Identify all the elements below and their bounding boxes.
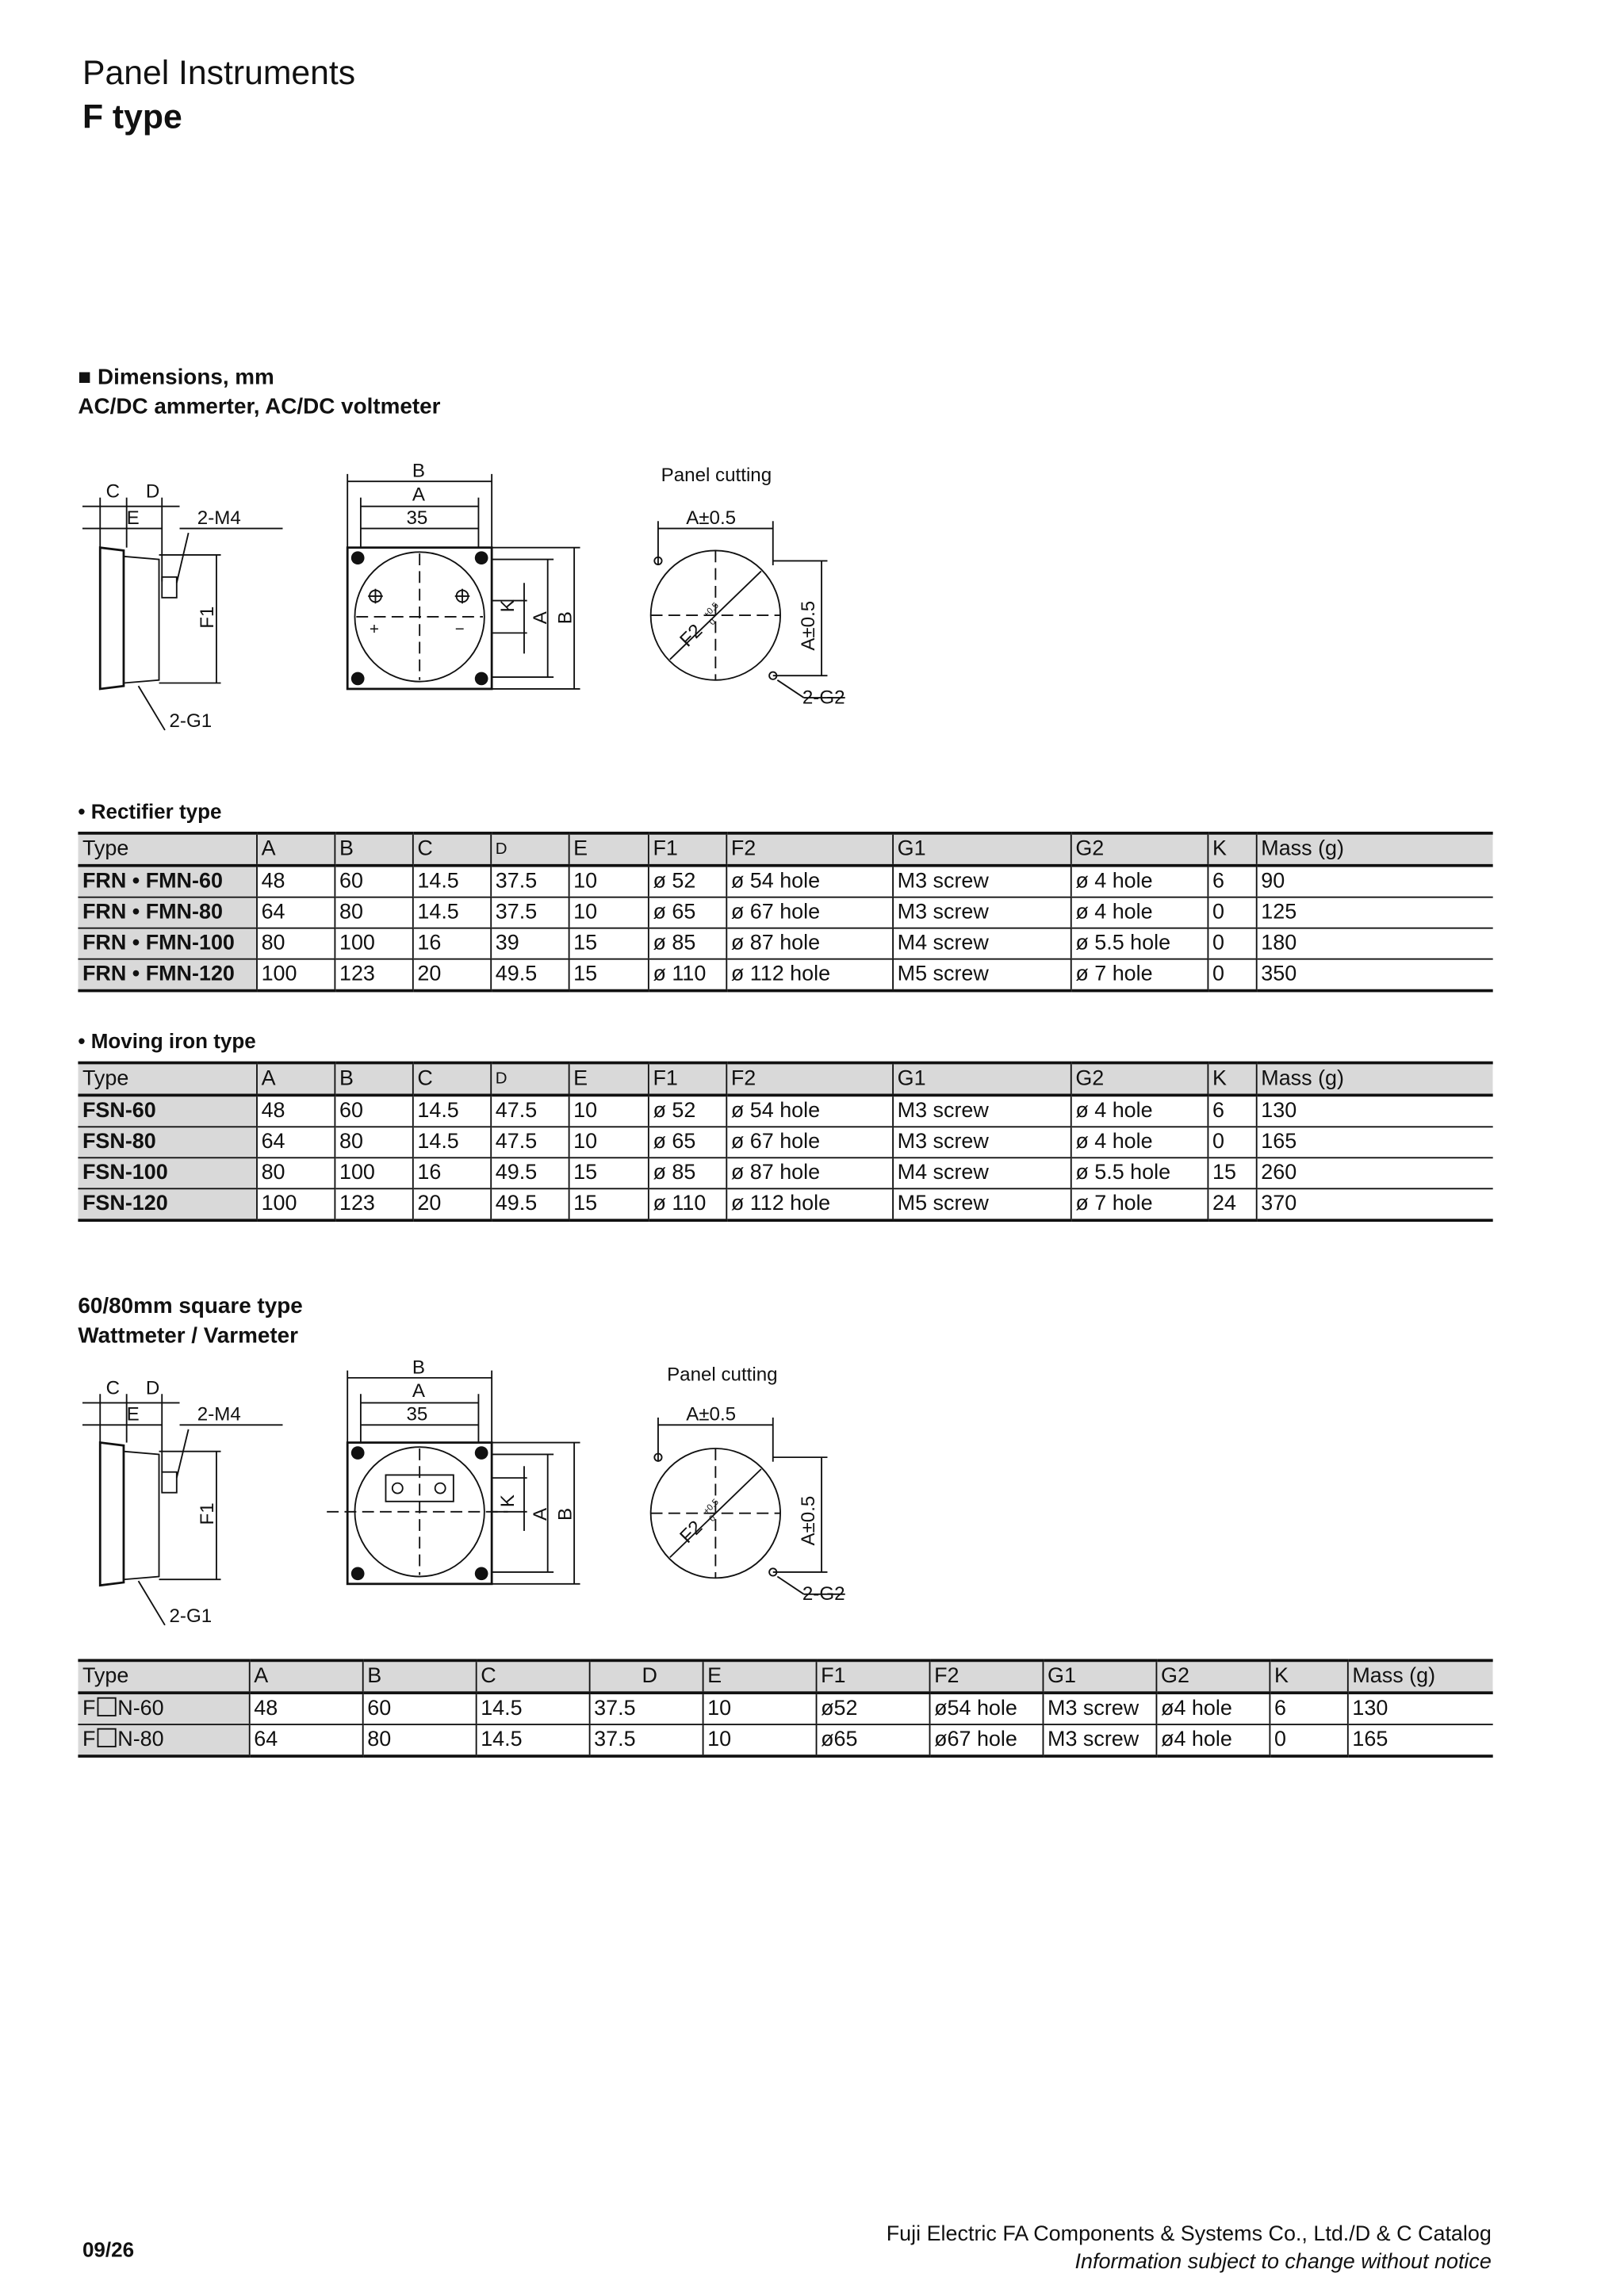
header-cell: G1 [892,1063,1071,1096]
table-cell: ø 85 [648,1158,726,1188]
table-cell: 370 [1256,1188,1493,1220]
table-cell: ø 54 hole [726,1095,892,1127]
table-cell: ø 85 [648,928,726,959]
f2-tolerance-lower: 0 [707,1513,718,1524]
header-cell: F1 [648,1063,726,1096]
label-b: B [412,1357,425,1379]
header-cell: C [412,1063,490,1096]
square-type-heading-block [78,1292,302,1351]
table-cell: M4 screw [892,928,1071,959]
f2-tolerance-lower: 0 [707,617,718,628]
label-35: 35 [406,1403,428,1425]
table-cell: ø 52 [648,1095,726,1127]
label-b: B [412,460,425,482]
header-cell: E [569,1063,648,1096]
table-cell: 15 [1207,1158,1255,1188]
table-cell: 350 [1256,959,1493,991]
table-cell: ø 4 hole [1071,1127,1208,1158]
square-type-table [78,1659,1492,1758]
table-cell: 20 [412,1188,490,1220]
label-a-tol-vert: A±0.5 [797,600,819,651]
table-row [78,866,1492,897]
label-2-g2: 2-G2 [802,687,845,709]
table-cell: 37.5 [490,866,568,897]
label-e: E [126,507,140,529]
table-cell: M3 screw [1043,1693,1156,1724]
table-row [78,1724,1492,1756]
type-suffix: N-80 [117,1728,164,1752]
table-cell: 10 [569,1095,648,1127]
table-cell: M5 screw [892,1188,1071,1220]
placeholder-box-icon [97,1697,116,1716]
table-header-row [78,1063,1492,1096]
panel-cutting-label: Panel cutting [661,465,772,487]
table-cell: ø4 hole [1156,1724,1270,1756]
header-cell: Mass (g) [1347,1660,1493,1693]
table-cell: 49.5 [490,1188,568,1220]
label-k: K [496,599,519,613]
header-cell: B [334,833,412,866]
type-cell: FSN-80 [78,1127,256,1158]
header-cell: G2 [1071,833,1208,866]
table-cell: 47.5 [490,1127,568,1158]
rectifier-table [78,832,1492,992]
placeholder-box-icon [97,1728,116,1747]
table-cell: ø 4 hole [1071,897,1208,928]
label-f1: F1 [197,606,219,629]
table-cell: 39 [490,928,568,959]
wattmeter-varmeter-heading: Wattmeter / Varmeter [78,1323,299,1349]
plus-terminal: + [370,621,379,639]
table-header-row [78,1660,1492,1693]
label-c: C [105,1377,121,1399]
table-cell: 20 [412,959,490,991]
header-cell: D [490,1063,568,1096]
label-d: D [145,480,160,503]
table-row [78,1127,1492,1158]
type-cell: FSN-120 [78,1188,256,1220]
table-cell: 80 [256,928,334,959]
label-2-g1: 2-G1 [169,710,213,733]
header-cell: E [569,833,648,866]
table-cell: 49.5 [490,959,568,991]
label-f1: F1 [197,1502,219,1525]
table-cell: 60 [362,1693,476,1724]
header-cell: K [1207,833,1255,866]
table-cell: 14.5 [476,1724,589,1756]
type-cell: FRN • FMN-60 [78,866,256,897]
table-cell: ø52 [816,1693,929,1724]
table-cell: 14.5 [412,1095,490,1127]
page-title: Panel Instruments [82,52,356,92]
table-cell: 80 [334,1127,412,1158]
table-cell: 16 [412,928,490,959]
table-cell: 14.5 [412,866,490,897]
table-row [78,1188,1492,1220]
table-cell: 37.5 [589,1693,703,1724]
table-cell: 10 [569,897,648,928]
table-cell: 80 [334,897,412,928]
type-cell: FSN-60 [78,1095,256,1127]
header-cell: Type [78,1660,248,1693]
table-cell: 260 [1256,1158,1493,1188]
label-e: E [126,1403,140,1425]
label-2-g1: 2-G1 [169,1605,213,1628]
table-cell: 0 [1207,897,1255,928]
table-cell: ø 65 [648,1127,726,1158]
table-cell: 10 [569,866,648,897]
dimension-drawing-1 [74,457,898,751]
table-row [78,1693,1492,1724]
dimensions-heading: ■ Dimensions, mm [78,365,274,391]
table-row [78,928,1492,959]
table-cell: 100 [334,928,412,959]
table-cell: ø 110 [648,1188,726,1220]
table-cell: 37.5 [490,897,568,928]
header-cell: Type [78,833,256,866]
panel-cutting-label: Panel cutting [667,1364,778,1386]
table-cell: ø 5.5 hole [1071,1158,1208,1188]
table-cell: 0 [1269,1724,1346,1756]
label-a-vert: A [529,1507,551,1521]
table-cell: 47.5 [490,1095,568,1127]
label-f2: F2 [676,1516,707,1548]
table-row [78,1158,1492,1188]
table-cell: 48 [256,1095,334,1127]
table-cell: 49.5 [490,1158,568,1188]
table-cell: ø 87 hole [726,928,892,959]
table-cell: M4 screw [892,1158,1071,1188]
table-cell: M5 screw [892,959,1071,991]
label-a-vert: A [529,611,551,625]
table-header-row [78,833,1492,866]
table-cell: 64 [256,897,334,928]
header-cell: E [703,1660,816,1693]
header-cell: A [256,1063,334,1096]
table-cell: 15 [569,1188,648,1220]
table-cell: ø 52 [648,866,726,897]
table-cell: 10 [703,1724,816,1756]
ammeter-voltmeter-heading: AC/DC ammerter, AC/DC voltmeter [78,394,441,420]
table-cell: 6 [1269,1693,1346,1724]
header-cell: A [256,833,334,866]
company-name: Fuji Electric FA Components & Systems Co., Ltd./D & C Catalog [886,2222,1492,2247]
table-cell: 60 [334,866,412,897]
table-cell: 0 [1207,1127,1255,1158]
page-number: 09/26 [82,2237,135,2261]
table-cell: 14.5 [412,1127,490,1158]
type-cell: FRN • FMN-80 [78,897,256,928]
header-cell: K [1269,1660,1346,1693]
table-cell: 16 [412,1158,490,1188]
table-cell: 0 [1207,959,1255,991]
label-a-tol: A±0.5 [686,1403,737,1425]
rectifier-caption: • Rectifier type [78,799,222,823]
table-cell: 180 [1256,928,1493,959]
table-cell: 64 [249,1724,362,1756]
label-2-m4: 2-M4 [197,507,241,529]
table-cell: 130 [1347,1693,1493,1724]
f2-tolerance-upper: +0.5 [701,1497,721,1517]
table-cell: 37.5 [589,1724,703,1756]
table-cell: ø54 hole [929,1693,1043,1724]
header-cell: D [589,1660,703,1693]
table-cell: 100 [256,959,334,991]
square-type-heading: 60/80mm square type [78,1294,303,1319]
table-cell: 123 [334,1188,412,1220]
table-row [78,897,1492,928]
table-cell: M3 screw [892,1095,1071,1127]
table-cell: ø 65 [648,897,726,928]
table-cell: ø 5.5 hole [1071,928,1208,959]
type-prefix: F [82,1728,96,1752]
header-cell: C [476,1660,589,1693]
table-cell: 10 [569,1127,648,1158]
table-cell: M3 screw [892,866,1071,897]
table-cell: ø 54 hole [726,866,892,897]
table-cell: 6 [1207,1095,1255,1127]
table-cell: 15 [569,959,648,991]
table-cell: ø65 [816,1724,929,1756]
label-f2: F2 [676,620,707,652]
table-cell: M3 screw [1043,1724,1156,1756]
table-cell: 123 [334,959,412,991]
table-cell: ø 4 hole [1071,1095,1208,1127]
table-cell: 14.5 [412,897,490,928]
f2-tolerance-upper: +0.5 [701,600,721,620]
table-row [78,1095,1492,1127]
table-cell: M3 screw [892,897,1071,928]
type-cell: FSN-100 [78,1158,256,1188]
table-cell: 100 [256,1188,334,1220]
table-row [78,959,1492,991]
header-cell: K [1207,1063,1255,1096]
disclaimer-notice: Information subject to change without notice [1074,2250,1492,2275]
minus-terminal: − [454,621,465,639]
header-cell: F2 [726,833,892,866]
table-cell: 80 [256,1158,334,1188]
type-suffix: N-60 [117,1697,164,1721]
label-35: 35 [406,507,428,529]
table-cell: 15 [569,1158,648,1188]
table-cell: ø 112 hole [726,959,892,991]
header-cell: B [334,1063,412,1096]
label-k: K [496,1494,519,1508]
type-cell: FRN • FMN-100 [78,928,256,959]
table-cell: 15 [569,928,648,959]
table-cell: 24 [1207,1188,1255,1220]
table-cell: 100 [334,1158,412,1188]
table-cell: 10 [703,1693,816,1724]
table-cell: ø4 hole [1156,1693,1270,1724]
header-cell: D [490,833,568,866]
dimension-drawing-2 [74,1354,898,1634]
header-cell: G2 [1071,1063,1208,1096]
table-cell: 48 [256,866,334,897]
table-cell: 125 [1256,897,1493,928]
table-cell: 165 [1256,1127,1493,1158]
table-cell: 14.5 [476,1693,589,1724]
header-cell: Mass (g) [1256,833,1493,866]
table-cell: 165 [1347,1724,1493,1756]
section-heading [78,364,440,423]
header-cell: B [362,1660,476,1693]
moving-iron-caption: • Moving iron type [78,1028,256,1053]
label-c: C [105,480,121,503]
header-cell: F2 [929,1660,1043,1693]
table-cell: 80 [362,1724,476,1756]
label-a: A [412,484,425,506]
label-a: A [412,1380,425,1402]
header-cell: G1 [1043,1660,1156,1693]
label-b-vert: B [554,1507,576,1521]
table-cell: M3 screw [892,1127,1071,1158]
table-cell: ø 112 hole [726,1188,892,1220]
page-subtitle: F type [82,97,182,136]
label-2-g2: 2-G2 [802,1583,845,1605]
label-d: D [145,1377,160,1399]
header-cell: F2 [726,1063,892,1096]
table-cell: 60 [334,1095,412,1127]
table-cell: 48 [249,1693,362,1724]
header-cell: Mass (g) [1256,1063,1493,1096]
table-cell: ø 110 [648,959,726,991]
table-cell: ø 67 hole [726,1127,892,1158]
header-cell: Type [78,1063,256,1096]
label-a-tol-vert: A±0.5 [797,1495,819,1546]
type-cell [78,1693,248,1724]
table-cell: ø 67 hole [726,897,892,928]
table-cell: 130 [1256,1095,1493,1127]
type-cell: FRN • FMN-120 [78,959,256,991]
table-cell: 90 [1256,866,1493,897]
table-cell: 64 [256,1127,334,1158]
label-a-tol: A±0.5 [686,507,737,529]
table-cell: 6 [1207,866,1255,897]
table-cell: ø 87 hole [726,1158,892,1188]
table-cell: ø 4 hole [1071,866,1208,897]
moving-iron-table [78,1062,1492,1222]
label-2-m4: 2-M4 [197,1403,241,1425]
table-cell: ø 7 hole [1071,959,1208,991]
type-prefix: F [82,1697,96,1721]
table-cell: 0 [1207,928,1255,959]
type-cell [78,1724,248,1756]
table-cell: ø67 hole [929,1724,1043,1756]
header-cell: F1 [648,833,726,866]
header-cell: A [249,1660,362,1693]
header-cell: G1 [892,833,1071,866]
header-cell: G2 [1156,1660,1270,1693]
table-cell: ø 7 hole [1071,1188,1208,1220]
header-cell: C [412,833,490,866]
label-b-vert: B [554,611,576,625]
header-cell: F1 [816,1660,929,1693]
